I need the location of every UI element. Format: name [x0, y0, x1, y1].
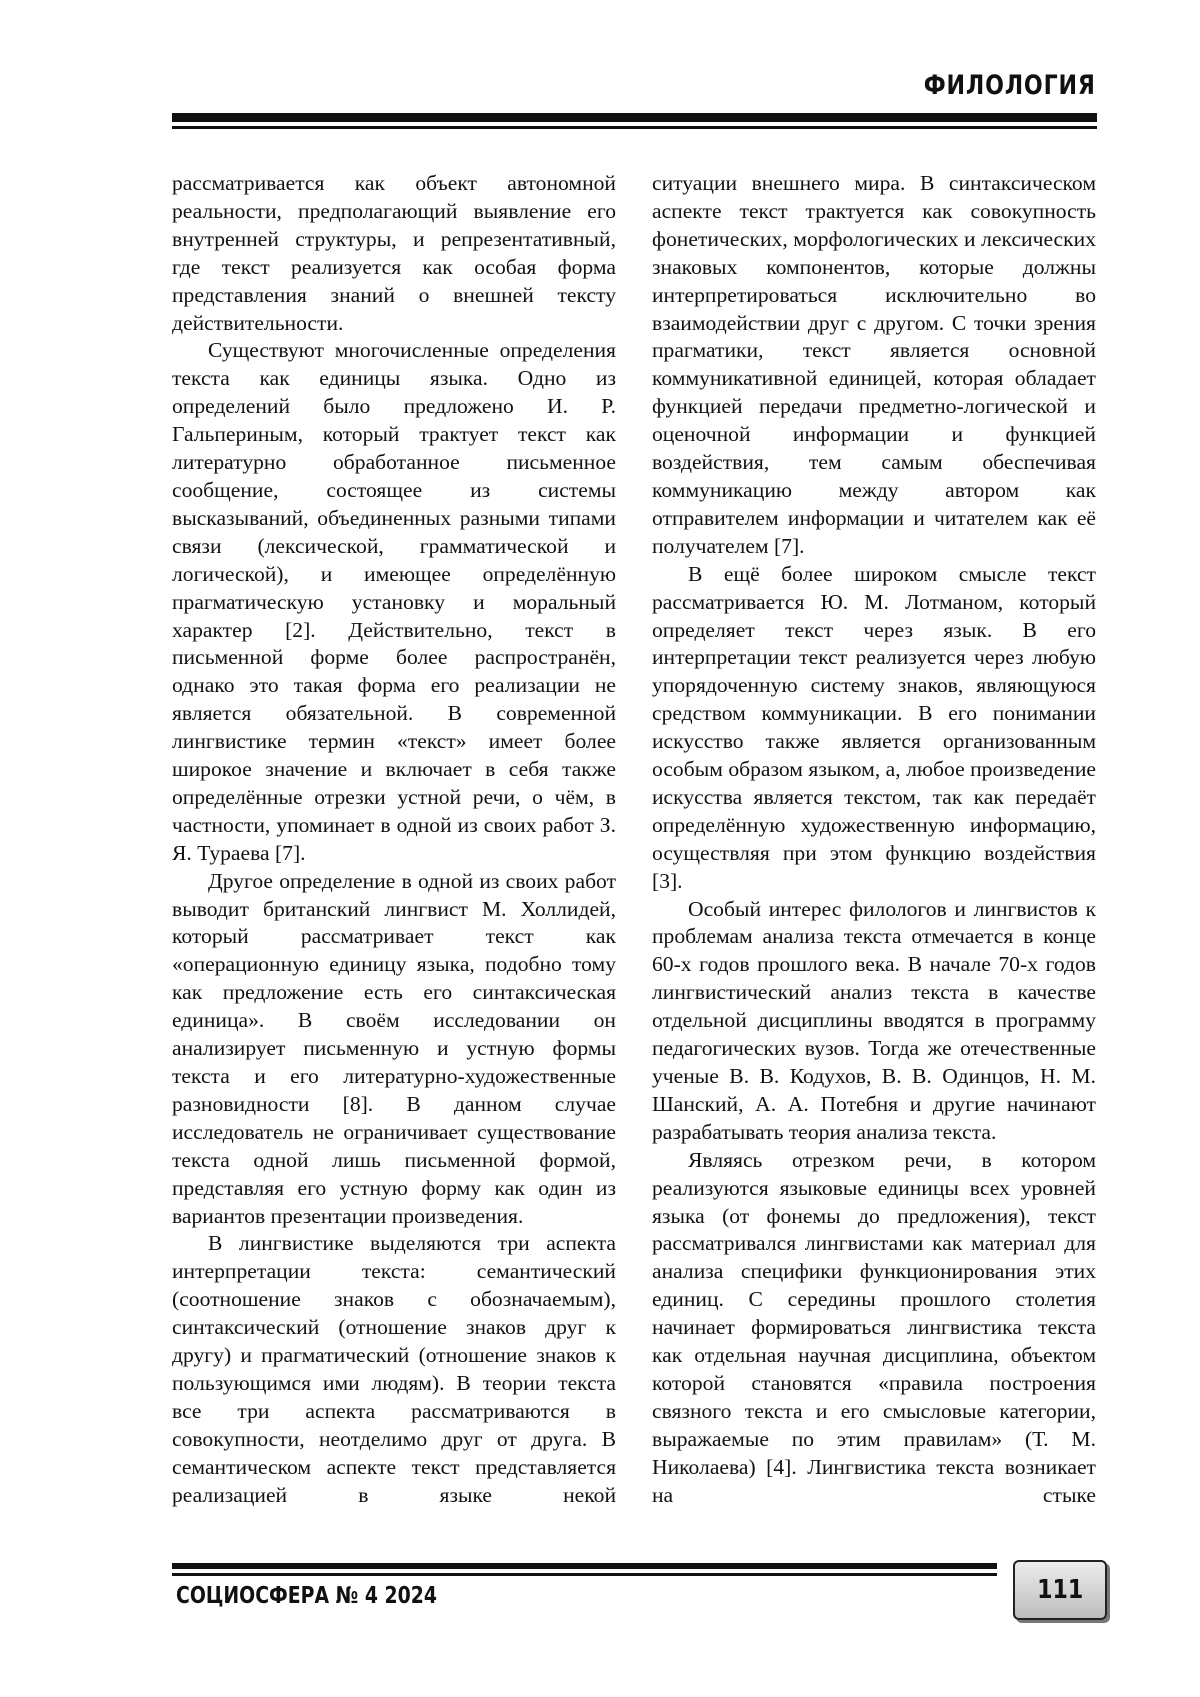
section-title: ФИЛОЛОГИЯ: [924, 70, 1096, 101]
header-rule-thick: [172, 113, 1097, 122]
left-column: [172, 170, 616, 1510]
paragraph: Существуют многочисленные определения текста как единицы языка. Одно из определений было предложено И. Р. Гальпериным, который трактует текст как литературно обработанное письменное сообщение, состоящее из системы высказываний, объединенных разными типами связи (лексической, грамматической и логической), и имеющее определённую прагматическую установку и моральный характер [2]. Действительно, текст в письменной форме более распространён, однако это такая форма его реализации не является обязательной. В современной лингвистике термин «текст» имеет более широкое значение и включает в себя также определённые отрезки устной речи, о чём, в частности, упоминает в одной из своих работ З. Я. Тураева [7].: [172, 338, 616, 865]
paragraph: рассматривается как объект автономной реальности, предполагающий выявление его внутренней структуры, и репрезентативный, где текст реализуется как особая форма представления знаний о внешней тексту действительности.: [172, 171, 616, 335]
footer-rule-thin: [172, 1573, 997, 1576]
footer-rule-thick: [172, 1563, 997, 1569]
paragraph: Особый интерес филологов и лингвистов к проблемам анализа текста отмечается в конце 60-х годов прошлого века. В начале 70-х годов лингвистический анализ текста в качестве отдельной дисциплины вводятся в программу педагогических вузов. Тогда же отечественные ученые В. В. Кодухов, В. В. Одинцов, Н. М. Шанский, А. А. Потебня и другие начинают разрабатывать теория анализа текста.: [652, 896, 1096, 1144]
page-number: 111: [1036, 1575, 1084, 1605]
paragraph: В ещё более широком смысле текст рассматривается Ю. М. Лотманом, который определяет текст через язык. В его интерпретации текст реализуется через любую упорядоченную систему знаков, являющуюся средством коммуникации. В его понимании искусство также является организованным особым образом языком, а, любое произведение искусства является текстом, так как передаёт определённую художественную информацию, осуществляя при этом функцию воздействия [3].: [652, 561, 1096, 893]
paragraph: В лингвистике выделяются три аспекта интерпретации текста: семантический (соотношение знаков с обозначаемым), синтаксический (отношение знаков друг к другу) и прагматический (отношение знаков к пользующимся ими людям). В теории текста все три аспекта рассматриваются в совокупности, неотделимо друг от друга. В семантическом аспекте текст представляется реализацией в языке некой: [172, 1231, 616, 1507]
page-number-badge: [1013, 1560, 1107, 1620]
right-column: [652, 170, 1096, 1510]
paragraph: Другое определение в одной из своих работ выводит британский лингвист М. Холлидей, который рассматривает текст как «операционную единицу языка, подобно тому как предложение есть его синтаксическая единица». В своём исследовании он анализирует письменную и устную формы текста и его литературно-художественные разновидности [8]. В данном случае исследователь не ограничивает существование текста одной лишь письменной формой, представляя его устную форму как один из вариантов презентации произведения.: [172, 868, 616, 1228]
paragraph: ситуации внешнего мира. В синтаксическом аспекте текст трактуется как совокупность фонетических, морфологических и лексических знаковых компонентов, которые должны интерпретироваться исключительно во взаимодействии друг с другом. С точки зрения прагматики, текст является основной коммуникативной единицей, которая обладает функцией передачи предметно-логической и оценочной информации и функцией воздействия, тем самым обеспечивая коммуникацию между автором как отправителем информации и читателем как её получателем [7].: [652, 171, 1096, 558]
journal-title: СОЦИОСФЕРА № 4 2024: [176, 1583, 438, 1609]
paragraph: Являясь отрезком речи, в котором реализуются языковые единицы всех уровней языка (от фонемы до предложения), текст рассматривался лингвистами как материал для анализа специфики функционирования этих единиц. С середины прошлого столетия начинает формироваться лингвистика текста как отдельная научная дисциплина, объектом которой становятся «правила построения связного текста и его смысловые категории, выражаемые по этим правилам» (Т. М. Николаева) [4]. Лингвистика текста возникает на стыке: [652, 1147, 1096, 1507]
header-rule-thin: [172, 126, 1097, 129]
